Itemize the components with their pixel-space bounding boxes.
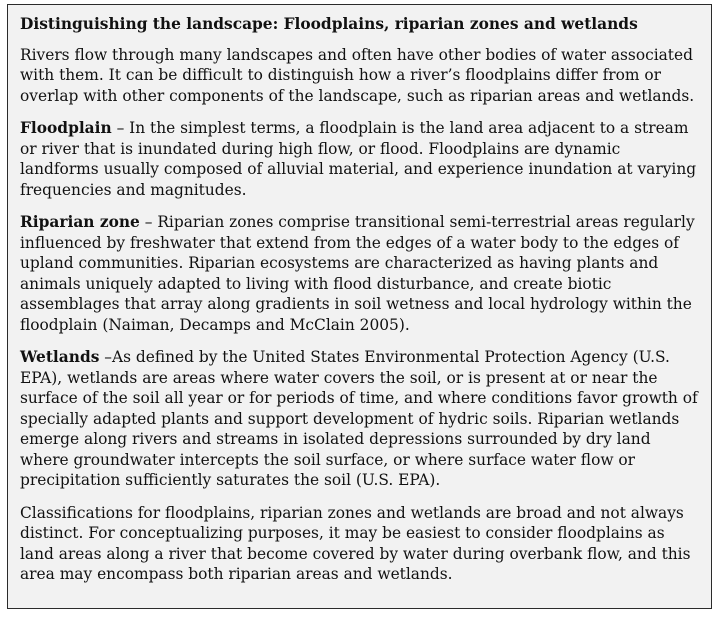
riparian-zone-term: Riparian zone [20, 213, 140, 231]
wetlands-paragraph [20, 347, 701, 491]
wetlands-term: Wetlands [20, 348, 100, 366]
riparian-zone-separator: – [139, 213, 158, 231]
floodplain-definition: In the simplest terms, a floodplain is the land area adjacent to a stream or river that is inundated during high flow, or flood. Floodplains are dynamic landforms usually composed of alluvial material, and experience inundation at varying frequencies and magnitudes. [20, 119, 697, 199]
floodplain-paragraph [20, 118, 701, 200]
riparian-zone-paragraph [20, 212, 701, 335]
sidebar-text-box [7, 4, 712, 609]
intro-paragraph: Rivers flow through many landscapes and often have other bodies of water associated with them. It can be difficult to distinguish how a river’s floodplains differ from or overlap with other components of the landscape, such as riparian areas and wetlands. [20, 45, 695, 105]
wetlands-separator: – [99, 348, 112, 366]
conclusion-paragraph: Classifications for floodplains, riparian zones and wetlands are broad and not always distinct. For conceptualizing purposes, it may be easiest to consider floodplains as land areas along a river that become covered by water during overbank flow, and this area may encompass both riparian areas and wetlands. [20, 503, 691, 583]
floodplain-term: Floodplain [20, 119, 112, 137]
floodplain-separator: – [111, 119, 130, 137]
riparian-zone-definition: Riparian zones comprise transitional semi-terrestrial areas regularly influenced by freshwater that extend from the edges of a water body to the edges of upland communities. Riparian ecosystems are characterized as having plants and animals uniquely adapted to living with flood disturbance, and create biotic assemblages that array along gradients in soil wetness and local hydrology within the floodplain (Naiman, Decamps and McClain 2005). [20, 213, 695, 334]
box-title: Distinguishing the landscape: Floodplains, riparian zones and wetlands [20, 15, 638, 33]
wetlands-definition: As defined by the United States Environmental Protection Agency (U.S. EPA), wetlands are areas where water covers the soil, or is present at or near the surface of the soil all year or for periods of time, and where conditions favor growth of specially adapted plants and support development of hydric soils. Riparian wetlands emerge along rivers and streams in isolated depressions surrounded by dry land where groundwater intercepts the soil surface, or where surface water flow or precipitation sufficiently saturates the soil (U.S. EPA). [20, 348, 698, 489]
